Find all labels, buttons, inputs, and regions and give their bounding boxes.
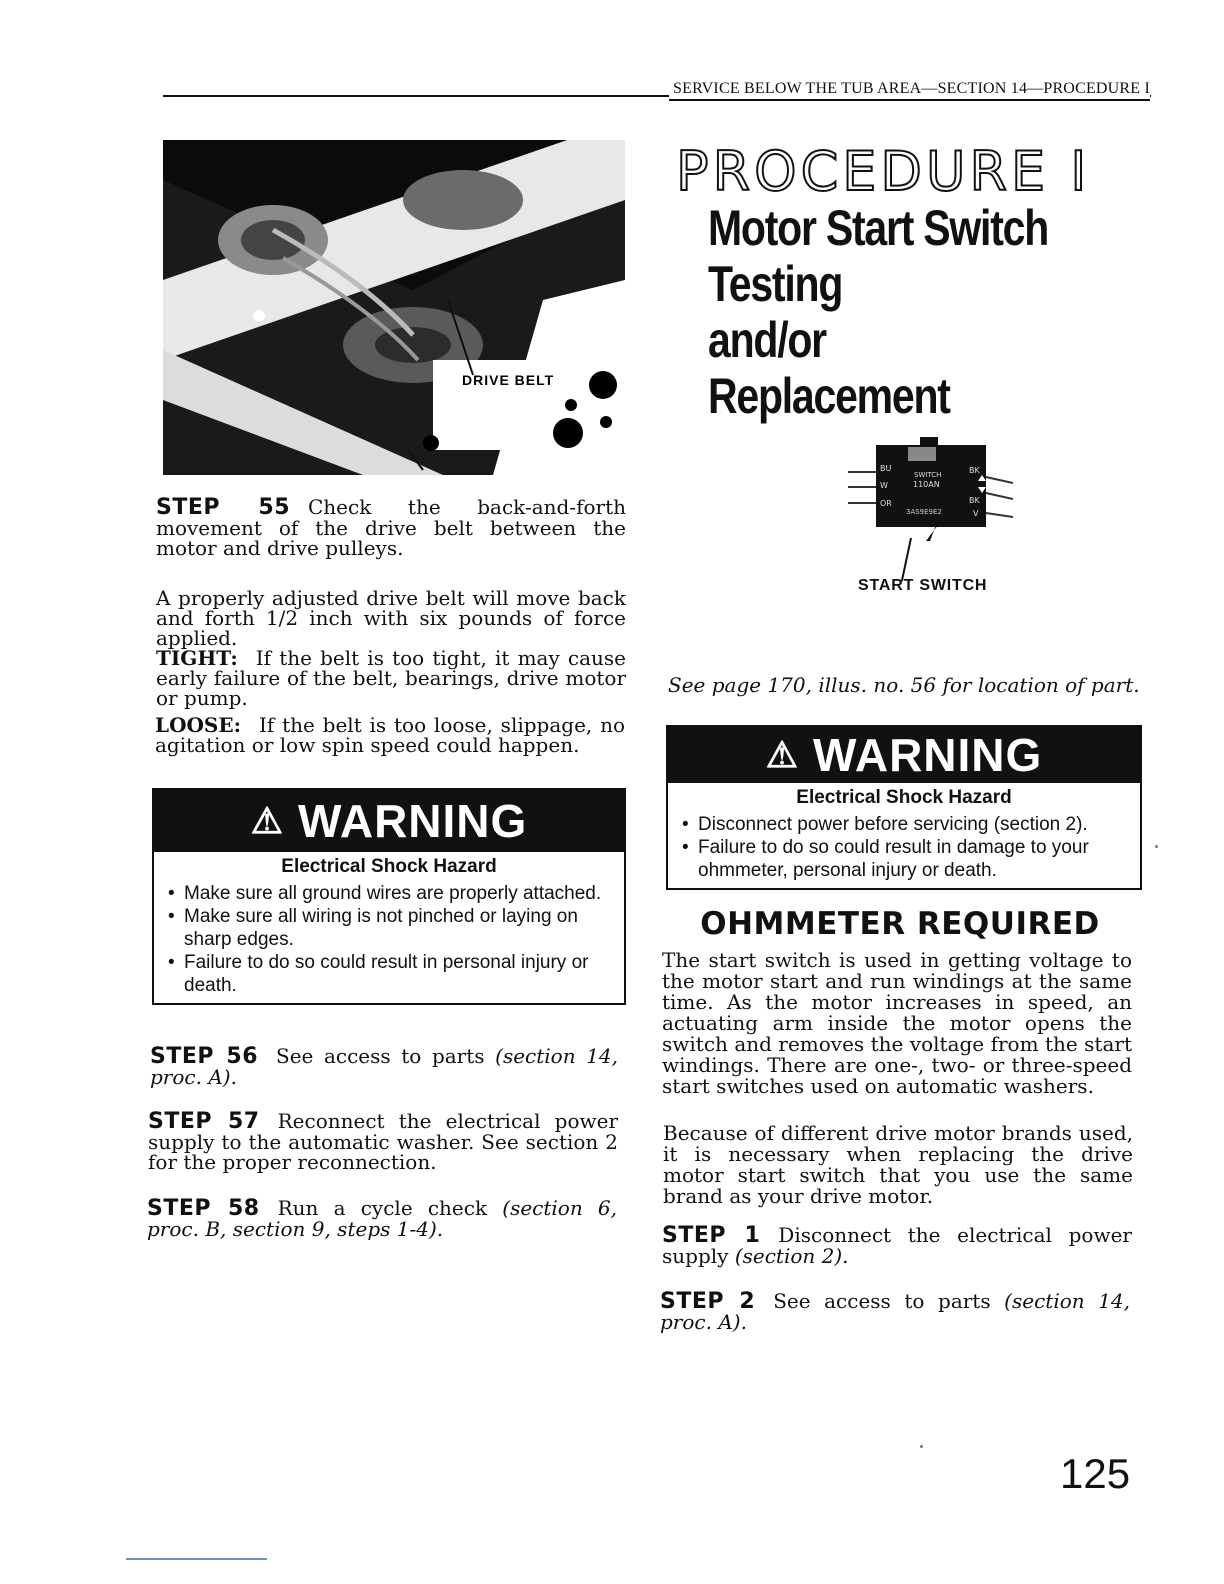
procedure-heading: PROCEDURE I (676, 140, 1091, 203)
step-58-text: Run a cycle check (277, 1196, 488, 1220)
step-56-label: STEP 56 (150, 1044, 259, 1069)
step-2-ref: (section 14, proc. A). (660, 1289, 1130, 1334)
left-warning-heading: WARNING (297, 795, 528, 847)
list-item: • Make sure all ground wires are properly attached. (166, 882, 614, 905)
step-58-label: STEP 58 (147, 1196, 260, 1221)
loose-note (155, 715, 625, 755)
loose-label: LOOSE: (155, 713, 241, 737)
list-item: • Make sure all wiring is not pinched or laying on sharp edges. (166, 905, 614, 951)
switch-part-code: 3AS9E9E2 (906, 508, 942, 516)
tight-text: If the belt is too tight, it may cause early failure of the belt, bearings, drive motor or pump. (156, 646, 626, 710)
step-57-label: STEP 57 (148, 1109, 260, 1134)
drive-belt-photo (163, 140, 625, 475)
right-warning-box (666, 725, 1142, 890)
switch-terminal-right: BK (969, 466, 980, 475)
bottom-edge-line (126, 1558, 267, 1560)
warning-triangle-icon: ⚠ (250, 800, 284, 841)
step-55 (156, 497, 626, 558)
switch-leader-line (901, 538, 912, 581)
left-warning-subheading: Electrical Shock Hazard (281, 856, 497, 877)
left-warning-box (152, 788, 626, 1005)
scan-speck (1155, 845, 1158, 848)
switch-terminal-right: BK (969, 496, 980, 505)
switch-text: SWITCH (914, 471, 942, 479)
step-56 (150, 1046, 618, 1087)
step-58-ref: (section 6, proc. B, section 9, steps 1-4). (147, 1196, 617, 1241)
see-page-note: See page 170, illus. no. 56 for location of part. (668, 673, 1140, 697)
step-57-text: Reconnect the electrical power supply to the automatic washer. See section 2 for the proper reconnection. (148, 1109, 619, 1174)
switch-terminal-left: BU (880, 464, 892, 473)
step-56-text: See access to parts (276, 1044, 485, 1068)
scan-speck (920, 1445, 923, 1448)
switch-rating: 110AN (913, 480, 940, 489)
ohmmeter-heading: OHMMETER REQUIRED (700, 906, 1100, 942)
right-warning-subheading: Electrical Shock Hazard (796, 787, 1012, 808)
tight-note (156, 648, 626, 708)
right-warning-header (668, 727, 1140, 783)
running-head: SERVICE BELOW THE TUB AREA—SECTION 14—PROCEDURE I (669, 80, 1150, 101)
drive-belt-illustration (163, 140, 625, 475)
page-number: 125 (1060, 1450, 1131, 1497)
procedure-title-line-2: and/or Replacement (708, 312, 950, 424)
list-item: • Disconnect power before servicing (section 2). (680, 813, 1130, 836)
start-switch-illustration (848, 437, 1013, 542)
step-56-ref: (section 14, proc. A). (150, 1044, 619, 1089)
step-2 (660, 1291, 1130, 1332)
left-warning-list (154, 882, 624, 1003)
step-2-label: STEP 2 (660, 1289, 756, 1314)
switch-terminal-left: W (880, 481, 888, 490)
loose-text: If the belt is too loose, slippage, no agitation or low spin speed could happen. (155, 713, 625, 757)
start-switch-paragraph: The start switch is used in getting voltage to the motor start and run windings at the same time. As the motor increases in speed, an actuating arm inside the motor opens the switch and removes the voltage from the start windings. There are one-, two- or three-speed start switches used on automatic washers. (662, 948, 1132, 1098)
step-58 (147, 1198, 617, 1239)
warning-triangle-icon: ⚠ (765, 734, 799, 775)
step-1 (662, 1225, 1132, 1266)
list-item: • Failure to do so could result in damage to your ohmmeter, personal injury or death. (680, 836, 1130, 882)
start-switch-image (848, 437, 1013, 542)
right-warning-list (668, 813, 1140, 888)
step-2-text: See access to parts (773, 1289, 991, 1313)
drive-belt-label: DRIVE BELT (462, 372, 555, 388)
procedure-title (708, 200, 1077, 424)
start-switch-label: START SWITCH (858, 577, 988, 594)
belt-adjust-text: A properly adjusted drive belt will move back and forth 1/2 inch with six pounds of force applied. (156, 586, 626, 650)
brand-paragraph: Because of different drive motor brands used, it is necessary when replacing the drive motor start switch that you use the same brand as your drive motor. (663, 1121, 1133, 1208)
switch-terminal-right: V (973, 509, 979, 518)
list-item: • Failure to do so could result in personal injury or death. (166, 951, 614, 997)
step-57 (148, 1111, 618, 1172)
step-55-text: Check the back-and-forth movement of the drive belt between the motor and drive pulleys. (156, 495, 626, 560)
step-1-text: Disconnect the electrical power supply (662, 1223, 1132, 1268)
left-warning-header (154, 790, 624, 852)
right-warning-heading: WARNING (812, 729, 1043, 781)
step-1-label: STEP 1 (662, 1223, 761, 1248)
step-1-ref: (section 2). (734, 1244, 849, 1268)
step-55-label: STEP 55 (156, 495, 290, 520)
tight-label: TIGHT: (156, 646, 238, 670)
switch-terminal-left: OR (880, 499, 892, 508)
procedure-title-line-1: Motor Start Switch Testing (708, 200, 1049, 312)
